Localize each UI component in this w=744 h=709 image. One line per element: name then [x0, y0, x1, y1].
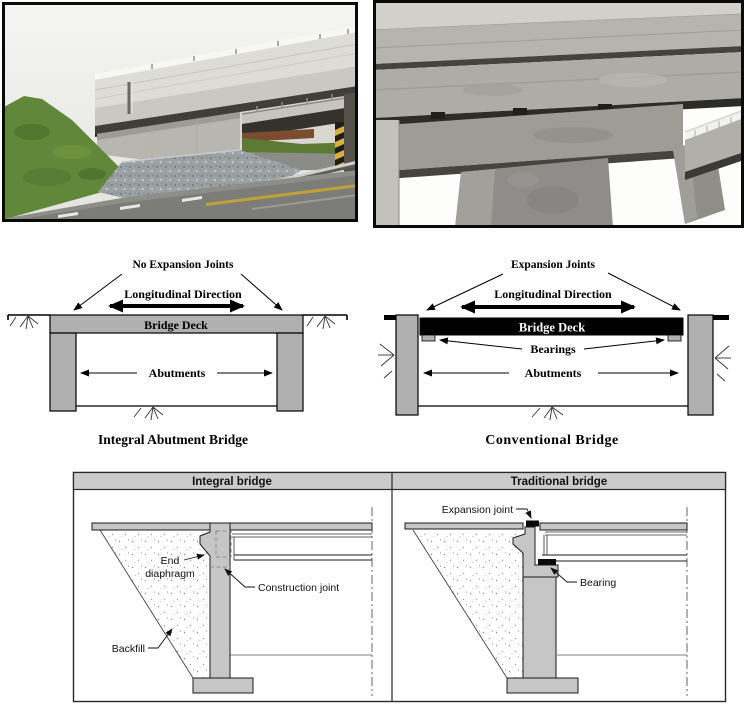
bearings-callout — [440, 340, 664, 356]
ground-hatch-right — [307, 316, 335, 329]
svg-text:End: End — [160, 555, 180, 567]
caption-conventional-bridge: Conventional Bridge — [485, 433, 619, 448]
diagram-conventional-bridge — [372, 245, 744, 457]
approach-slab — [405, 523, 523, 529]
hazard-marker-post — [335, 122, 344, 170]
photo-integral-abutment-bridge — [2, 2, 358, 222]
photo-conventional-bridge-bearings — [373, 0, 744, 228]
svg-text:Backfill: Backfill — [111, 643, 145, 655]
label-abutments: Abutments — [524, 366, 582, 380]
bearing-pad-right — [668, 335, 681, 341]
bearing-gap — [513, 108, 527, 115]
label-longitudinal-direction: Longitudinal Direction — [494, 287, 612, 301]
caption-integral-abutment-bridge: Integral Abutment Bridge — [98, 432, 248, 447]
panel-header-bar — [74, 473, 726, 490]
bearing-gap — [431, 112, 445, 119]
label-bridge-deck: Bridge Deck — [518, 320, 586, 335]
svg-text:Bearing: Bearing — [580, 577, 617, 589]
label-bridge-deck: Bridge Deck — [144, 318, 208, 332]
abutment-column-right — [688, 315, 713, 415]
label-expansion-joints: Expansion Joints — [510, 259, 596, 271]
svg-text:Construction joint: Construction joint — [258, 582, 340, 594]
leader-arrow-left-joint — [427, 274, 503, 310]
header-integral-bridge: Integral bridge — [192, 476, 272, 488]
abutment-column-right — [277, 333, 303, 411]
leader-arrow-right-joint — [608, 273, 680, 310]
left-column — [373, 120, 399, 228]
ground-hatch-outer-right — [715, 346, 731, 381]
detail-panel — [0, 460, 744, 709]
deck-slab — [540, 523, 687, 530]
abutment-column-left — [396, 315, 418, 415]
bearing-pad — [538, 559, 556, 565]
ground-hatch-outer-left — [378, 344, 394, 378]
deck-slab — [92, 523, 372, 530]
label-no-expansion-joints: No Expansion Joints — [132, 259, 234, 271]
abutment-column-left — [50, 333, 76, 411]
svg-text:Expansion joint: Expansion joint — [441, 504, 513, 516]
leader-arrow-right-deck-end — [241, 274, 282, 310]
ground-hatch-bottom — [134, 407, 163, 420]
ground-hatch-left — [10, 316, 38, 329]
bearing-pad-left — [422, 335, 435, 341]
label-longitudinal-direction: Longitudinal Direction — [124, 287, 242, 301]
svg-text:diaphragm: diaphragm — [145, 568, 195, 580]
ground-hatch-bottom — [532, 407, 563, 420]
header-traditional-bridge: Traditional bridge — [510, 476, 608, 488]
label-bearings: Bearings — [530, 342, 576, 356]
label-abutments: Abutments — [148, 366, 206, 380]
abutments-dimension-arrow — [81, 366, 272, 380]
footing — [193, 678, 253, 693]
abutments-dimension-arrow — [424, 366, 678, 380]
footing — [507, 678, 578, 693]
expansion-joint-marker — [526, 521, 539, 527]
diagram-integral-abutment-bridge — [0, 245, 372, 457]
